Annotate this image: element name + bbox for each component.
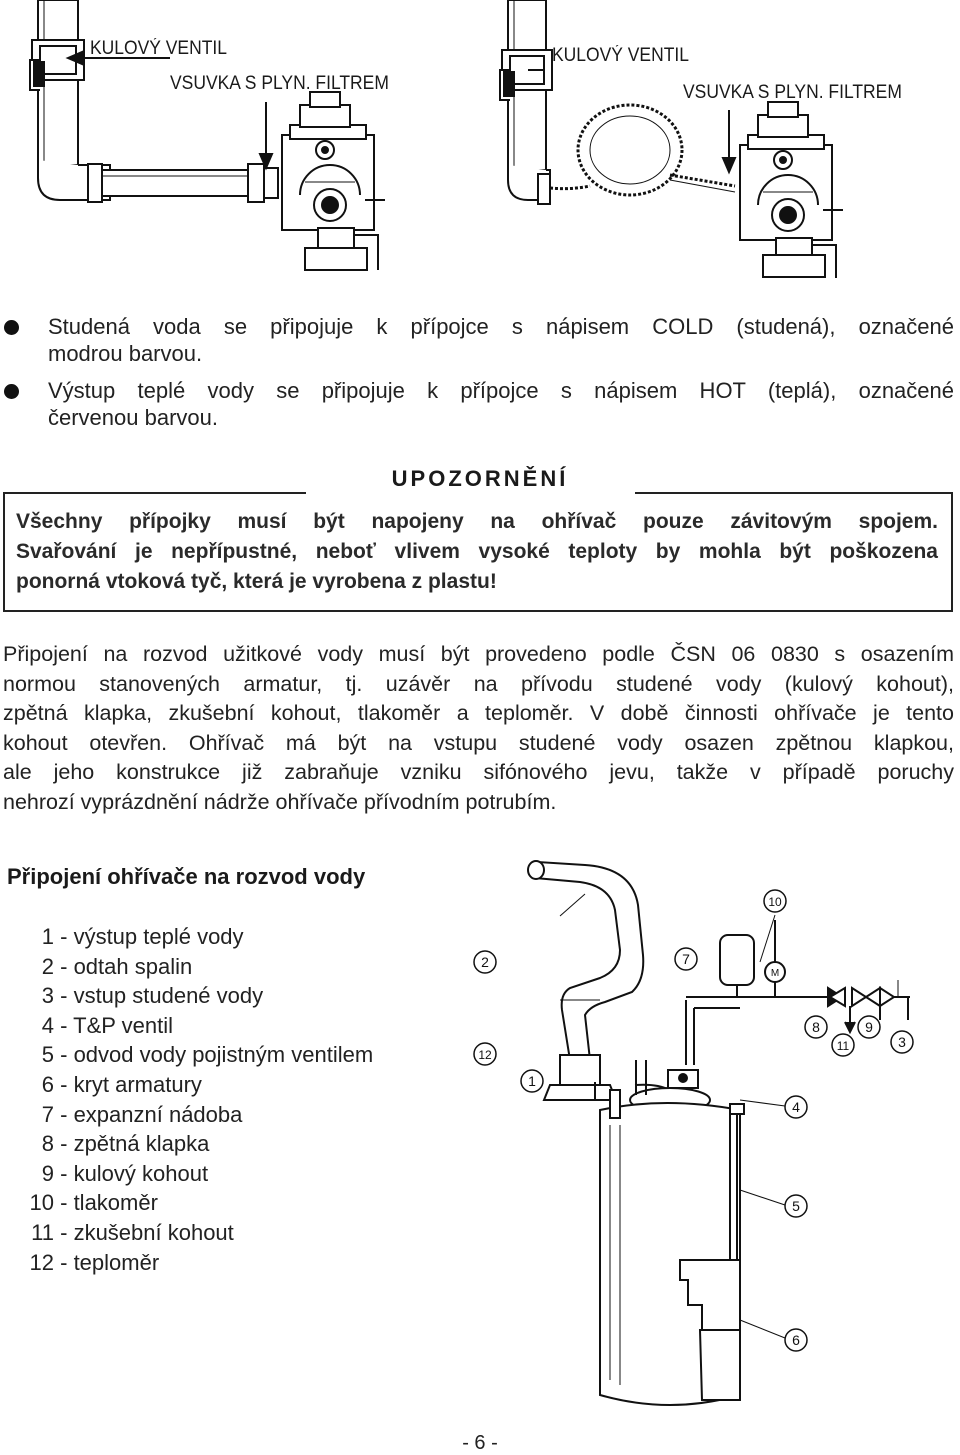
legend-item: 8 - zpětná klapka (0, 1129, 373, 1159)
legend-number: 5 (41, 1042, 54, 1068)
left-ball-valve-label: KULOVÝ VENTIL (90, 38, 227, 59)
paragraph-line: Připojení na rozvod užitkové vody musí být provedeno podle ČSN 06 0830 s osazením (3, 642, 954, 666)
legend-text: tlakoměr (73, 1190, 158, 1216)
legend-text: teploměr (73, 1249, 160, 1275)
callout-text: 8 (812, 1019, 820, 1035)
paragraph-line: normou stanovených armatur, tj. uzávěr na přívodu studené vody (kulový kohout), (3, 671, 954, 696)
legend-number: 11 (31, 1219, 54, 1245)
bullet-text-line: modrou barvou. (48, 341, 203, 366)
legend-text: odvod vody pojistným ventilem (73, 1042, 374, 1068)
legend-text: T&P ventil (73, 1012, 174, 1038)
legend-item: 12 - teploměr (0, 1248, 373, 1278)
callout-text: 2 (481, 954, 489, 970)
paragraph-line: nehrozí vyprázdnění nádrže ohřívače přívodním potrubím. (3, 789, 557, 814)
legend-number: 3 (41, 983, 54, 1009)
callout-text: 9 (865, 1019, 873, 1035)
bullet-text-line: Studená voda se připojuje k přípojce s nápisem COLD (studená), označené (48, 314, 954, 339)
callout-text: 5 (792, 1198, 800, 1214)
callout-text: 12 (478, 1048, 492, 1062)
bullet-item-continuation (48, 338, 202, 369)
callout-text: 1 (528, 1073, 536, 1089)
legend-text: vstup studené vody (73, 983, 264, 1009)
legend-number: 6 (41, 1071, 54, 1097)
legend-text: kulový kohout (73, 1160, 209, 1186)
legend-text: kryt armatury (73, 1071, 202, 1097)
legend-item: 6 - kryt armatury (0, 1070, 373, 1100)
legend-item: 5 - odvod vody pojistným ventilem (0, 1040, 373, 1070)
callout-text: 10 (768, 895, 782, 909)
legend-item: 10 - tlakoměr (0, 1188, 373, 1218)
legend-number: 4 (41, 1012, 54, 1038)
callout-text: 7 (682, 951, 690, 967)
paragraph-line: zpětná klapka, zkušební kohout, tlakoměr a teploměr. V době činnosti ohřívače je tento (3, 701, 954, 725)
callout-text: 4 (792, 1099, 800, 1115)
bullet-item-continuation (48, 402, 218, 433)
legend-number: 1 (41, 924, 54, 949)
bullet-marker (4, 320, 19, 335)
left-union-label: VSUVKA S PLYN. FILTREM (170, 73, 389, 94)
callout-text: 11 (836, 1039, 850, 1053)
callout-text: 6 (792, 1332, 800, 1348)
legend-text: odtah spalin (73, 953, 193, 979)
legend-number: 7 (41, 1101, 54, 1127)
legend-text: expanzní nádoba (73, 1101, 243, 1127)
warning-line: Všechny přípojky musí být napojeny na ohřívač pouze závitovým spojem. (16, 510, 938, 533)
legend-item: 3 - vstup studené vody (0, 981, 373, 1011)
gauge-letter: M (770, 968, 780, 979)
legend-number: 10 (29, 1190, 54, 1216)
bullet-text-line: červenou barvou. (48, 405, 218, 430)
legend-text: zkušební kohout (73, 1219, 234, 1245)
right-union-label: VSUVKA S PLYN. FILTREM (683, 82, 902, 103)
legend-item: 7 - expanzní nádoba (0, 1100, 373, 1130)
legend-number: 9 (41, 1160, 54, 1186)
legend-text: zpětná klapka (73, 1131, 210, 1157)
bullet-marker (4, 384, 19, 399)
legend-item: 11 - zkušební kohout (0, 1218, 373, 1248)
legend-text: výstup teplé vody (73, 924, 244, 949)
warning-line: Svařování je nepřípustné, neboť vlivem vysoké teploty by mohla být poškozena (16, 540, 938, 563)
connection-paragraph (3, 640, 954, 817)
warning-text (16, 507, 938, 597)
page-number: - 6 - (462, 1432, 498, 1454)
callout-text: 3 (898, 1034, 906, 1050)
section-title: Připojení ohřívače na rozvod vody (7, 864, 366, 889)
warning-title: UPOZORNĚNÍ (391, 466, 569, 491)
bullet-text-line: Výstup teplé vody se připojuje k přípojce s nápisem HOT (teplá), označené (48, 378, 954, 403)
paragraph-line: kohout otevřen. Ohřívač má být na vstupu studené vody osazen zpětnou klapkou, (3, 730, 954, 755)
legend-item: 9 - kulový kohout (0, 1159, 373, 1189)
legend-number: 12 (29, 1249, 54, 1275)
warning-line: ponorná vtoková tyč, která je vyrobena z plastu! (16, 570, 497, 593)
legend-item: 4 - T&P ventil (0, 1011, 373, 1041)
water-heater-diagram (440, 860, 940, 1430)
legend-item: 2 - odtah spalin (0, 952, 373, 982)
gas-valve-connection-figure-right (490, 0, 930, 285)
legend-item: 1 - výstup teplé vody (0, 922, 373, 952)
legend-number: 2 (41, 953, 54, 979)
legend-number: 8 (41, 1131, 54, 1157)
legend-list (0, 922, 373, 1277)
right-ball-valve-label: KULOVÝ VENTIL (552, 45, 689, 66)
paragraph-line: ale jeho konstrukce již zabraňuje vzniku sifónového jevu, takže v případě poruchy (3, 760, 954, 784)
